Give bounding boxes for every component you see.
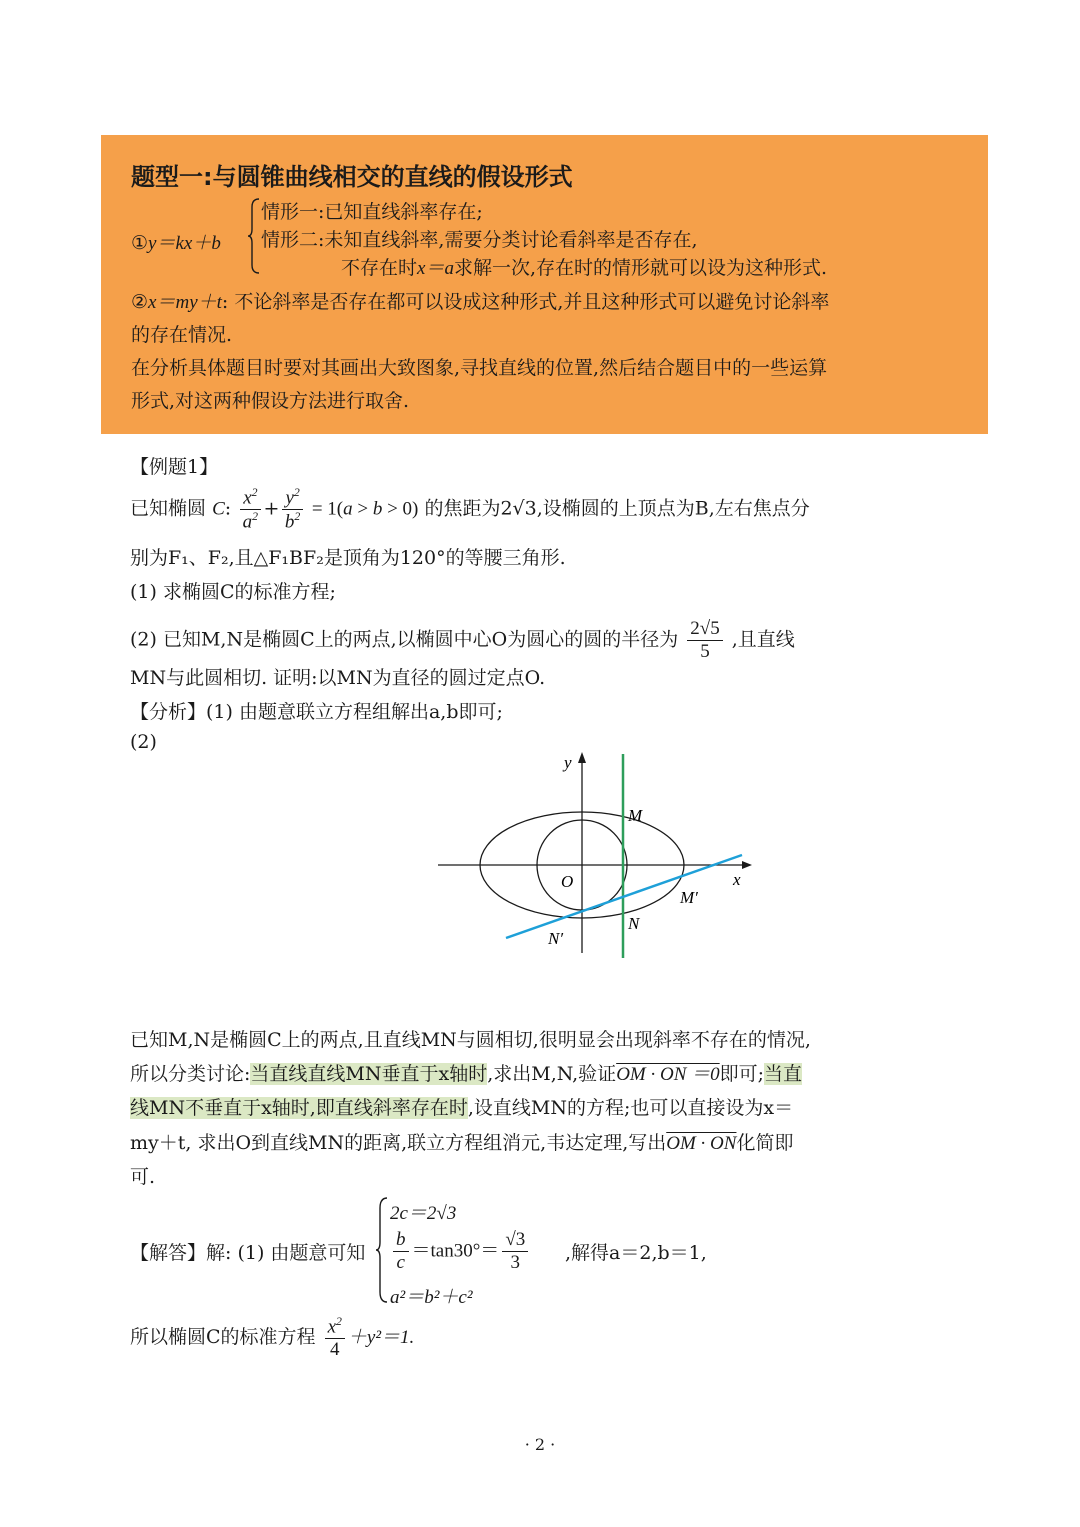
final-equation: 所以椭圆C的标准方程 $\frac{x^2}{4}$ ＋y²＝1.: [130, 1315, 415, 1361]
form1-line: [131, 228, 221, 255]
form1-prefix: ①: [131, 232, 149, 254]
discussion-l4b: 化简即: [736, 1132, 794, 1154]
fraction-y2-b2: $\frac{y^2}{b^2}$: [282, 486, 302, 533]
case2b-pre: 不存在时: [341, 257, 418, 279]
solution-intro: [130, 1238, 365, 1265]
highlight-slope-case-b: 线MN不垂直于x轴时,即直线斜率存在时: [130, 1097, 468, 1119]
form2-prefix: ②: [131, 291, 149, 313]
final-eq-text: ＋y²＝1.: [347, 1327, 415, 1349]
form2-equation: x＝my＋t: [148, 292, 222, 313]
analysis-p2: (2): [130, 731, 157, 753]
discussion-l2c: 即可;: [719, 1063, 765, 1085]
label-N-prime: N′: [548, 929, 564, 948]
discussion-l5: 可.: [130, 1166, 156, 1188]
discussion-l2a: 所以分类讨论:: [130, 1063, 251, 1085]
stem-suffix: 的焦距为2√3,设椭圆的上顶点为B,左右焦点分: [424, 497, 810, 520]
system-brace-icon: [375, 1196, 389, 1304]
form2-line2: 的存在情况.: [131, 324, 233, 346]
solution-label: 【解答】: [130, 1242, 207, 1264]
label-M: M: [628, 806, 643, 825]
highlight-vertical-case: 当直线直线MN垂直于x轴时: [250, 1063, 488, 1085]
left-brace-icon: [247, 197, 261, 275]
x-axis-arrow-icon: [742, 861, 752, 869]
fraction-x2-a2: $\frac{x^2}{a^2}$: [240, 486, 260, 533]
system-eq2: $\frac{b}{c}$ ＝tan30°＝ $\frac{√3}{3}$: [390, 1229, 531, 1274]
analysis-p1: [130, 697, 503, 724]
q2-text-a: (2) 已知M,N是椭圆C上的两点,以椭圆中心O为圆心的圆的半径为: [130, 628, 679, 651]
dot-product-vector: OM · ON ＝0: [616, 1064, 720, 1085]
system-eq3: a²＝b²＋c²: [390, 1287, 473, 1308]
q2-text-b: ,且直线: [731, 628, 795, 651]
analysis-label: 【分析】: [130, 701, 207, 723]
dot-product-vector-2: OM · ON: [666, 1133, 737, 1154]
discussion-l2: [130, 1059, 802, 1086]
final-text: 所以椭圆C的标准方程: [130, 1326, 316, 1349]
case2b: [341, 253, 827, 280]
radius-fraction: $\frac{2√5}{5}$: [687, 618, 722, 663]
topic-box: [101, 135, 988, 434]
label-M-prime: M′: [680, 888, 698, 907]
form2-line: [131, 287, 829, 314]
analysis-p1-text: (1) 由题意联立方程组解出a,b即可;: [206, 701, 503, 723]
example-label: 【例题1】: [130, 456, 219, 478]
ellipse-diagram: [430, 748, 770, 963]
analysis-line1: 在分析具体题目时要对其画出大致图象,寻找直线的位置,然后结合题目中的一些运算: [131, 357, 828, 379]
y-axis-arrow-icon: [578, 752, 586, 763]
page-number: · 2 ·: [524, 1435, 556, 1454]
question-2: [130, 618, 795, 663]
case2b-post: 求解一次,存在时的情形就可以设为这种形式.: [453, 257, 828, 279]
question-2-cont: MN与此圆相切. 证明:以MN为直径的圆过定点O.: [130, 667, 546, 689]
topic-title: 题型一:与圆锥曲线相交的直线的假设形式: [131, 163, 573, 191]
question-1: (1) 求椭圆C的标准方程;: [130, 581, 336, 603]
discussion-l2b: ,求出M,N,验证: [487, 1063, 617, 1085]
discussion-l3b: ,设直线MN的方程;也可以直接设为x＝: [467, 1097, 794, 1119]
form1-equation: y＝kx＋b: [148, 233, 221, 254]
stem-prefix: 已知椭圆: [130, 497, 207, 520]
label-y: y: [564, 753, 572, 772]
discussion-l4a: my＋t, 求出O到直线MN的距离,联立方程组消元,韦达定理,写出: [130, 1132, 667, 1154]
example-stem-line1: 已知椭圆 C: $\frac{x^2}{a^2}$ + $\frac{y^2}{b^2}$ = 1(a > b > 0) 的焦距为2√3,设椭圆的上顶点为B,左右焦点分: [130, 486, 810, 533]
solution-result: ,解得a＝2,b＝1,: [565, 1242, 707, 1264]
discussion-l4: [130, 1128, 793, 1155]
label-O: O: [561, 872, 574, 891]
case1: 情形一:已知直线斜率存在;: [261, 201, 483, 223]
analysis-line2: 形式,对这两种假设方法进行取舍.: [131, 390, 410, 412]
label-x: x: [733, 870, 741, 889]
label-N: N: [628, 914, 640, 933]
system-eq1: 2c＝2√3: [390, 1203, 457, 1224]
system-eq2-text: ＝tan30°＝: [411, 1240, 500, 1262]
form2-text: : 不论斜率是否存在都可以设成这种形式,并且这种形式可以避免讨论斜率: [221, 291, 830, 313]
highlight-slope-case-a: 当直: [764, 1063, 803, 1085]
example-stem-line2: 别为F₁、F₂,且△F₁BF₂是顶角为120°的等腰三角形.: [130, 547, 566, 569]
solution-text: 解: (1) 由题意可知: [206, 1242, 366, 1264]
case2b-eq: x＝a: [417, 258, 454, 279]
case2: 情形二:未知直线斜率,需要分类讨论看斜率是否存在,: [261, 229, 698, 251]
discussion-l3: [130, 1093, 793, 1120]
discussion-l1: 已知M,N是椭圆C上的两点,且直线MN与圆相切,很明显会出现斜率不存在的情况,: [130, 1029, 811, 1051]
